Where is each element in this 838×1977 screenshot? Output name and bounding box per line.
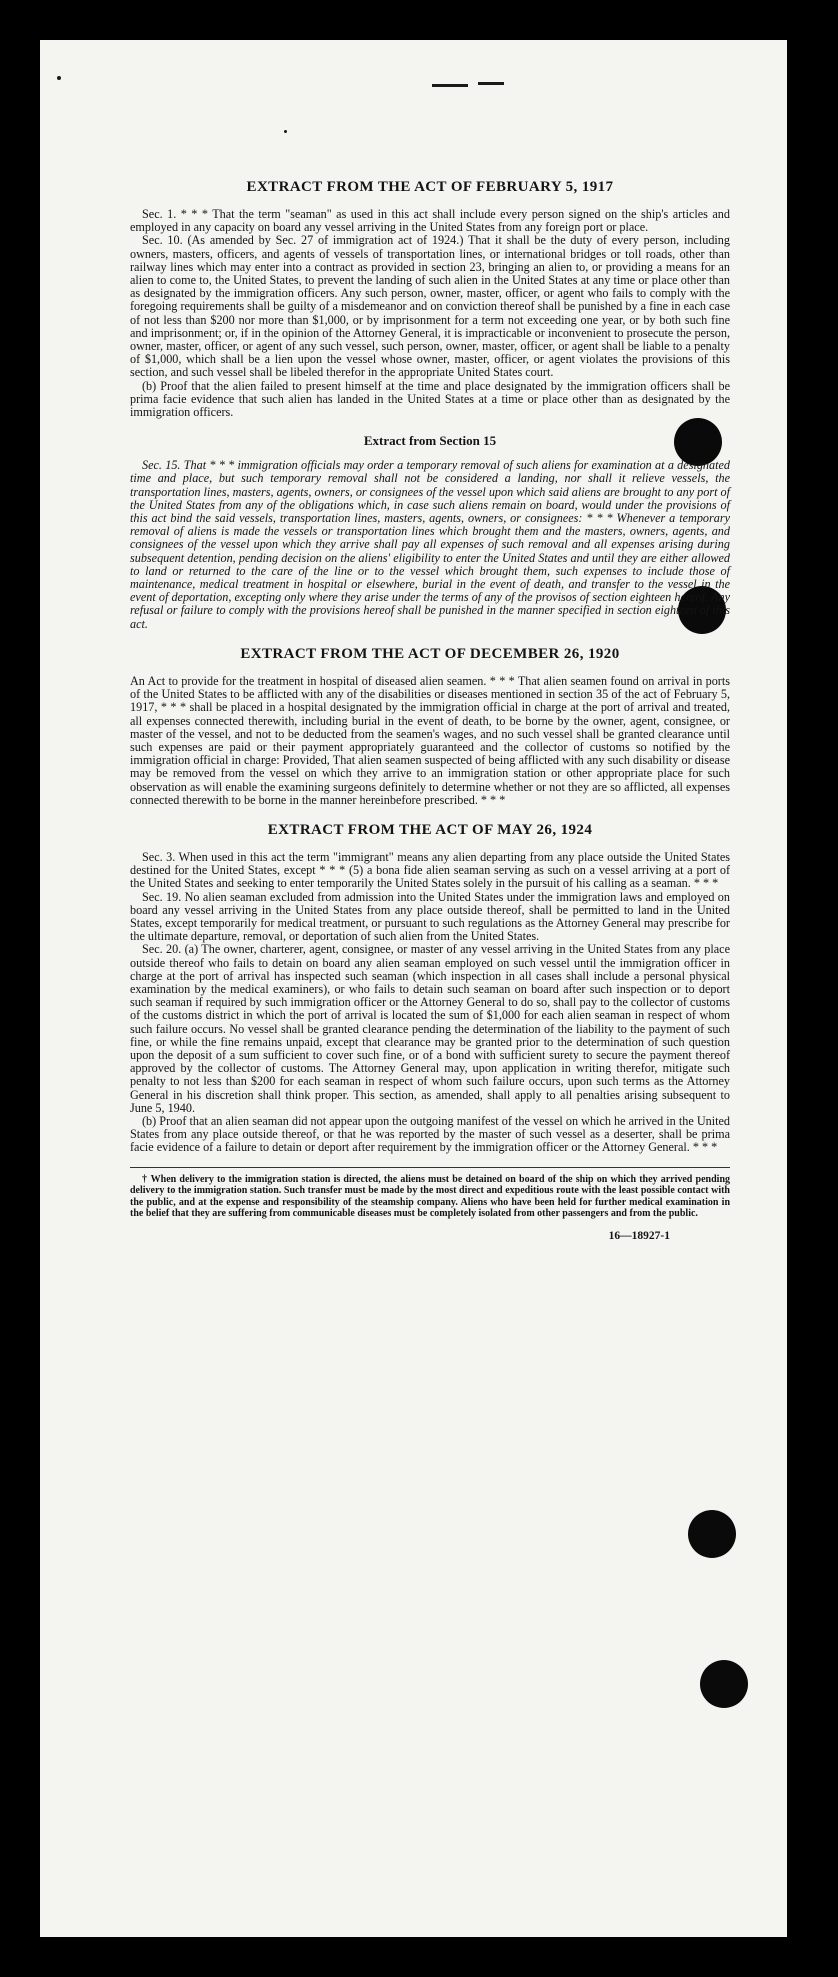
paragraph: Sec. 15. That * * * immigration officials may order a temporary removal of such aliens for examination at a designated time and place, but such temporary removal shall not be considered a landing, nor shall it relieve vessels, the transportation lines, masters, agents, owners, or consignees of the vessel upon which said aliens are brought to any port of the United States from any of the obligations which, in case such aliens remain on board, would under the provisions of this act bind the said vessels, transportation lines, masters, agents, owners, or consignees: * * * Whenever a temporary removal of aliens is made the vessels or transportation lines which brought them and the masters, owners, agents, and consignees of the vessel upon which they arrive shall pay all expenses of such removal and all expenses arising during subsequent detention, pending decision on the aliens' eligibility to enter the United States and until they are either allowed to land or returned to the care of the line or to the vessel which brought them, such expenses to include those of maintenance, medical treatment in hospital or elsewhere, burial in the event of death, and transfer to the vessel in the event of deportation, excepting only where they arise under the terms of any of the provisos of section eighteen hereof. Any refusal or failure to comply with the provisions hereof shall be punished in the manner specified in section eighteen of this act. [130, 458, 730, 631]
paragraph: (b) Proof that the alien failed to present himself at the time and place designated by the immigration officers shall be prima facie evidence that such alien has landed in the United States at a time or place other than as designated by the immigration officers. [130, 378, 730, 420]
form-number: 16—18927-1 [608, 1229, 670, 1242]
section-heading: EXTRACT FROM THE ACT OF DECEMBER 26, 1920 [240, 645, 620, 662]
section-heading: EXTRACT FROM THE ACT OF MAY 26, 1924 [267, 821, 593, 838]
ink-mark [478, 82, 504, 85]
ink-dot [284, 130, 287, 133]
ink-dot [57, 76, 61, 80]
paragraph: (b) Proof that an alien seaman did not appear upon the outgoing manifest of the vessel on which he arrived in the United States from any place outside thereof, or that he was reported by the master of such vessel as a deserter, shall be prima facie evidence of a failure to detain or deport after requirement by the immigration officer or the Attorney General. * * * [130, 1113, 730, 1155]
section-heading: EXTRACT FROM THE ACT OF FEBRUARY 5, 1917 [246, 179, 614, 195]
paragraph: An Act to provide for the treatment in hospital of diseased alien seamen. * * * That alien seamen found on arrival in ports of the United States to be afflicted with any of the disabilities or diseases mentioned in section 35 of the act of February 5, 1917, * * * shall be placed in a hospital designated by the immigration official in charge at the port of arrival and treated, all expenses connected therewith, including burial in the event of death, to be borne by the owner, agent, consignee, or master of the vessel, and not to be deducted from the seamen's wages, and no such vessel shall be granted clearance until such expenses are paid or their payment appropriately guaranteed and the collector of customs so notified by the immigration official in charge: Provided, That alien seamen suspected of being afflicted with any such disability or disease may be removed from the vessel on which they arrive to an immigration station or other appropriate place for such observation as will enable the examining surgeons definitely to determine whether or not they are so afflicted, all expenses connected therewith to be borne in the manner hereinbefore prescribed. * * * [130, 673, 730, 807]
footnote-block [130, 1167, 730, 1220]
paragraph: Sec. 3. When used in this act the term "immigrant" means any alien departing from any place outside the United States destined for the United States, except * * * (5) a bona fide alien seaman serving as such on a vessel arriving at a port of the United States and seeking to enter temporarily the United States solely in the pursuit of his calling as a seaman. * * * [130, 849, 730, 891]
paragraph: Sec. 19. No alien seaman excluded from admission into the United States under the immigration laws and employed on board any vessel arriving in the United States from any place outside thereof, shall be permitted to land in the United States, except temporarily for medical treatment, or pursuant to such regulations as the Attorney General may prescribe for the ultimate departure, removal, or deportation of such alien from the United States. [130, 889, 730, 944]
punch-hole [688, 1510, 736, 1558]
document-body [130, 178, 730, 1242]
punch-hole [700, 1660, 748, 1708]
paragraph: Sec. 1. * * * That the term "seaman" as used in this act shall include every person signed on the ship's articles and employed in any capacity on board any vessel arriving in the United States from any foreign port or place. [130, 207, 730, 235]
footnote: † When delivery to the immigration station is directed, the aliens must be detained on board of the ship on which they arrived pending delivery to the immigration station. Such transfer must be made by the most direct and expeditious route with the least possible contact with the public, and at the expense and responsibility of the steamship company. Aliens who have been held for further medical examination in the belief that they are suffering from communicable diseases must be completely isolated from other passengers and from the public. [130, 1173, 730, 1220]
ink-mark [432, 84, 468, 87]
paragraph: Sec. 10. (As amended by Sec. 27 of immigration act of 1924.) That it shall be the duty of every person, including owners, masters, officers, and agents of vessels of transportation lines, or international bridges or toll roads, other than railway lines which may enter into a contract as provided in section 23, bringing an alien to, or providing a means for an alien to come to, the United States, to prevent the landing of such alien in the United States at any time or place other than as designated by the immigration officers. Any such person, owner, master, officer, or agent who fails to comply with the foregoing requirements shall be guilty of a misdemeanor and on conviction thereof shall be punished by a fine in each case of not less than $200 nor more than $1,000, or by imprisonment for a term not exceeding one year, or by both such fine and imprisonment; or, if in the opinion of the Attorney General, it is impracticable or inconvenient to prosecute the person, owner, master, officer, or agent of any such vessel, such person, owner, master, officer, or agent shall be liable to a penalty of $1,000, which shall be a lien upon the vessel whose owner, master, officer, or agent violates the provisions of this section, and such vessel shall be libeled therefor in the appropriate United States court. [130, 233, 730, 380]
document-page [40, 40, 787, 1937]
paragraph: Sec. 20. (a) The owner, charterer, agent, consignee, or master of any vessel arriving in the United States from any place outside thereof who fails to detain on board any alien seaman employed on such vessel until the immigration officer in charge at the port of arrival has inspected such seaman (which inspection in all cases shall include a personal physical examination by the medical examiners), or who fails to detain such seaman on board after such inspection or to deport such seaman if required by such immigration officer or the Attorney General to do so, shall pay to the collector of customs of the customs district in which the port of arrival is located the sum of $1,000 for each alien seaman in respect of whom such failure occurs. No vessel shall be granted clearance pending the determination of the liability to the payment of such fine, or while the fine remains unpaid, except that clearance may be granted prior to the determination of such question upon the deposit of a sum sufficient to cover such fine, or of a bond with sufficient surety to secure the payment thereof approved by the collector of customs. The Attorney General may, upon application in writing therefor, mitigate such penalty to not less than $200 for each seaman in respect of whom such failure occurs, upon such terms as the Attorney General in his discretion shall think proper. This section, as amended, shall apply to all penalties arising subsequent to June 5, 1940. [130, 942, 730, 1115]
section-subheading: Extract from Section 15 [363, 433, 497, 449]
